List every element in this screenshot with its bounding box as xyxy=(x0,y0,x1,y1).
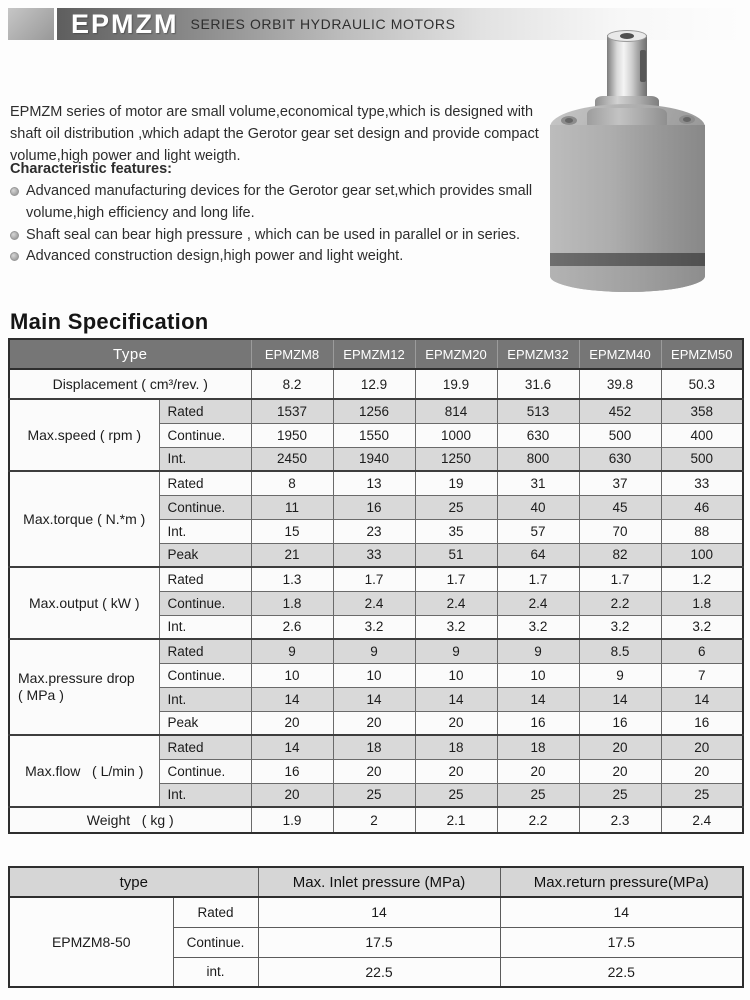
spec-cell: 16 xyxy=(579,711,661,735)
features-heading: Characteristic features: xyxy=(10,161,172,177)
motor-body xyxy=(550,125,705,292)
spec-cell: 20 xyxy=(333,759,415,783)
spec-cell: 19.9 xyxy=(415,369,497,399)
spec-cell: 8 xyxy=(251,471,333,495)
spec-cell: 9 xyxy=(415,639,497,663)
group-label-output: Max.output ( kW ) xyxy=(9,567,159,639)
spec-row xyxy=(9,639,743,663)
bullet-icon xyxy=(10,187,19,196)
spec-cell: 9 xyxy=(251,639,333,663)
spec-cell: 8.2 xyxy=(251,369,333,399)
motor-product-photo xyxy=(545,24,720,296)
spec-cell: 18 xyxy=(415,735,497,759)
spec-cell: 10 xyxy=(415,663,497,687)
pressure-cell: 14 xyxy=(500,897,743,927)
main-specification-heading: Main Specification xyxy=(10,309,209,335)
spec-cell: 39.8 xyxy=(579,369,661,399)
spec-cell: 1.9 xyxy=(251,807,333,833)
spec-cell: 14 xyxy=(333,687,415,711)
sub-label: Rated xyxy=(159,471,251,495)
spec-cell: 400 xyxy=(661,423,743,447)
spec-cell: 7 xyxy=(661,663,743,687)
spec-cell: 1256 xyxy=(333,399,415,423)
spec-cell: 3.2 xyxy=(333,615,415,639)
intro-paragraph: EPMZM series of motor are small volume,economical type,which is designed with shaft oil distribution ,which adapt the Gerotor gear set design and provide compact volume,high power and light weigth. xyxy=(10,103,539,165)
spec-cell: 20 xyxy=(415,711,497,735)
pressure-row xyxy=(9,897,743,927)
spec-cell: 6 xyxy=(661,639,743,663)
spec-cell: 31.6 xyxy=(497,369,579,399)
spec-cell: 16 xyxy=(333,495,415,519)
spec-cell: 46 xyxy=(661,495,743,519)
spec-cell: 20 xyxy=(579,759,661,783)
spec-cell: 25 xyxy=(415,783,497,807)
spec-cell: 1537 xyxy=(251,399,333,423)
spec-cell: 57 xyxy=(497,519,579,543)
pressure-table xyxy=(8,866,744,988)
return-pressure-header: Max.return pressure(MPa) xyxy=(500,867,743,897)
spec-cell: 45 xyxy=(579,495,661,519)
model-header: EPMZM32 xyxy=(497,339,579,369)
spec-cell: 9 xyxy=(497,639,579,663)
spec-cell: 2.4 xyxy=(333,591,415,615)
spec-cell: 630 xyxy=(497,423,579,447)
spec-cell: 1.3 xyxy=(251,567,333,591)
feature-text: Advanced construction design,high power and light weight. xyxy=(26,248,404,265)
spec-cell: 20 xyxy=(251,783,333,807)
sub-label: Rated xyxy=(159,567,251,591)
sub-label: int. xyxy=(173,957,258,987)
spec-cell: 2.1 xyxy=(415,807,497,833)
spec-cell: 1940 xyxy=(333,447,415,471)
spec-cell: 21 xyxy=(251,543,333,567)
spec-cell: 358 xyxy=(661,399,743,423)
pressure-drop-label-line2: ( MPa ) xyxy=(18,687,64,703)
spec-cell: 20 xyxy=(415,759,497,783)
spec-cell: 14 xyxy=(579,687,661,711)
sub-label: Continue. xyxy=(159,663,251,687)
spec-cell: 25 xyxy=(415,495,497,519)
spec-cell: 814 xyxy=(415,399,497,423)
pressure-header-row xyxy=(9,867,743,897)
pressure-cell: 22.5 xyxy=(500,957,743,987)
spec-cell: 19 xyxy=(415,471,497,495)
features-section xyxy=(10,161,580,268)
spec-cell: 2.4 xyxy=(415,591,497,615)
sub-label: Rated xyxy=(159,735,251,759)
spec-cell: 3.2 xyxy=(415,615,497,639)
spec-cell: 1.7 xyxy=(333,567,415,591)
spec-cell: 16 xyxy=(497,711,579,735)
spec-row-displacement xyxy=(9,369,743,399)
spec-cell: 64 xyxy=(497,543,579,567)
sub-label: Continue. xyxy=(173,927,258,957)
spec-cell: 14 xyxy=(661,687,743,711)
model-header: EPMZM8 xyxy=(251,339,333,369)
spec-cell: 40 xyxy=(497,495,579,519)
spec-cell: 10 xyxy=(497,663,579,687)
sub-label: Rated xyxy=(159,639,251,663)
spec-cell: 16 xyxy=(251,759,333,783)
spec-cell: 51 xyxy=(415,543,497,567)
sub-label: Continue. xyxy=(159,495,251,519)
spec-cell: 20 xyxy=(333,711,415,735)
model-header: EPMZM40 xyxy=(579,339,661,369)
spec-row xyxy=(9,399,743,423)
spec-cell: 1.7 xyxy=(415,567,497,591)
spec-cell: 25 xyxy=(661,783,743,807)
group-label-flow: Max.flow ( L/min ) xyxy=(9,735,159,807)
spec-cell: 10 xyxy=(251,663,333,687)
spec-cell: 2.6 xyxy=(251,615,333,639)
spec-cell: 2.2 xyxy=(579,591,661,615)
type-header: type xyxy=(9,867,258,897)
feature-text: Shaft seal can bear high pressure , which can be used in parallel or in series. xyxy=(26,226,521,243)
spec-cell: 2.3 xyxy=(579,807,661,833)
spec-cell: 16 xyxy=(661,711,743,735)
sub-label: Rated xyxy=(173,897,258,927)
spec-cell: 14 xyxy=(251,687,333,711)
spec-cell: 452 xyxy=(579,399,661,423)
spec-cell: 100 xyxy=(661,543,743,567)
bolt-hole xyxy=(679,115,695,124)
motor-shaft-hole xyxy=(620,33,634,39)
sub-label: Int. xyxy=(159,519,251,543)
sub-label: Peak xyxy=(159,543,251,567)
pressure-cell: 17.5 xyxy=(500,927,743,957)
sub-label: Peak xyxy=(159,711,251,735)
spec-cell: 18 xyxy=(333,735,415,759)
pressure-cell: 17.5 xyxy=(258,927,500,957)
spec-cell: 3.2 xyxy=(579,615,661,639)
spec-cell: 1.8 xyxy=(251,591,333,615)
sub-label: Continue. xyxy=(159,591,251,615)
spec-cell: 20 xyxy=(661,735,743,759)
sub-label: Int. xyxy=(159,447,251,471)
spec-cell: 15 xyxy=(251,519,333,543)
spec-cell: 20 xyxy=(497,759,579,783)
model-range-label: EPMZM8-50 xyxy=(9,897,173,987)
spec-cell: 70 xyxy=(579,519,661,543)
sub-label: Rated xyxy=(159,399,251,423)
sub-label: Int. xyxy=(159,687,251,711)
spec-cell: 14 xyxy=(251,735,333,759)
bullet-icon xyxy=(10,231,19,240)
spec-row xyxy=(9,567,743,591)
inlet-pressure-header: Max. Inlet pressure (MPa) xyxy=(258,867,500,897)
spec-cell: 9 xyxy=(579,663,661,687)
spec-cell: 1.2 xyxy=(661,567,743,591)
spec-cell: 1.7 xyxy=(497,567,579,591)
sub-label: Continue. xyxy=(159,759,251,783)
brand-name: EPMZM xyxy=(71,8,179,39)
spec-cell: 20 xyxy=(251,711,333,735)
spec-cell: 630 xyxy=(579,447,661,471)
model-header: EPMZM12 xyxy=(333,339,415,369)
spec-cell: 1.7 xyxy=(579,567,661,591)
main-specification-table xyxy=(8,338,744,834)
pressure-drop-label-line1: Max.pressure drop xyxy=(18,669,135,686)
row-label: Displacement ( cm³/rev. ) xyxy=(9,369,251,399)
sub-label: Continue. xyxy=(159,423,251,447)
spec-cell: 8.5 xyxy=(579,639,661,663)
model-header: EPMZM20 xyxy=(415,339,497,369)
spec-cell: 3.2 xyxy=(661,615,743,639)
pressure-cell: 22.5 xyxy=(258,957,500,987)
group-label-torque: Max.torque ( N.*m ) xyxy=(9,471,159,567)
spec-cell: 1000 xyxy=(415,423,497,447)
logo-box xyxy=(8,8,54,40)
motor-base xyxy=(550,266,705,292)
spec-row xyxy=(9,735,743,759)
spec-cell: 2 xyxy=(333,807,415,833)
spec-cell: 35 xyxy=(415,519,497,543)
spec-cell: 20 xyxy=(661,759,743,783)
bullet-icon xyxy=(10,252,19,261)
type-header: Type xyxy=(9,339,251,369)
motor-dark-band xyxy=(550,253,705,266)
spec-cell: 1.8 xyxy=(661,591,743,615)
spec-cell: 13 xyxy=(333,471,415,495)
spec-cell: 23 xyxy=(333,519,415,543)
spec-cell: 800 xyxy=(497,447,579,471)
bolt-hole xyxy=(561,116,577,125)
spec-cell: 20 xyxy=(579,735,661,759)
spec-cell: 25 xyxy=(333,783,415,807)
series-subtitle: SERIES ORBIT HYDRAULIC MOTORS xyxy=(190,16,456,32)
feature-item xyxy=(10,181,580,225)
spec-cell: 88 xyxy=(661,519,743,543)
spec-header-row xyxy=(9,339,743,369)
spec-cell: 14 xyxy=(415,687,497,711)
spec-row-weight xyxy=(9,807,743,833)
sub-label: Int. xyxy=(159,615,251,639)
spec-cell: 82 xyxy=(579,543,661,567)
spec-cell: 37 xyxy=(579,471,661,495)
spec-cell: 9 xyxy=(333,639,415,663)
spec-cell: 18 xyxy=(497,735,579,759)
feature-item xyxy=(10,246,580,268)
feature-text: Advanced manufacturing devices for the Gerotor gear set,which provides small volume,high efficiency and long life. xyxy=(26,183,533,221)
pressure-cell: 14 xyxy=(258,897,500,927)
spec-cell: 500 xyxy=(661,447,743,471)
spec-cell: 10 xyxy=(333,663,415,687)
spec-cell: 11 xyxy=(251,495,333,519)
spec-cell: 2.4 xyxy=(497,591,579,615)
spec-cell: 25 xyxy=(497,783,579,807)
spec-cell: 25 xyxy=(579,783,661,807)
spec-cell: 50.3 xyxy=(661,369,743,399)
spec-cell: 33 xyxy=(661,471,743,495)
spec-cell: 33 xyxy=(333,543,415,567)
spec-cell: 1550 xyxy=(333,423,415,447)
feature-item xyxy=(10,225,580,247)
spec-cell: 14 xyxy=(497,687,579,711)
spec-cell: 1250 xyxy=(415,447,497,471)
spec-cell: 2.2 xyxy=(497,807,579,833)
group-label-pressure-drop xyxy=(9,639,159,735)
row-label: Weight ( kg ) xyxy=(9,807,251,833)
spec-cell: 500 xyxy=(579,423,661,447)
spec-cell: 2450 xyxy=(251,447,333,471)
sub-label: Int. xyxy=(159,783,251,807)
motor-shaft-keyway xyxy=(640,50,646,82)
spec-cell: 12.9 xyxy=(333,369,415,399)
group-label-speed: Max.speed ( rpm ) xyxy=(9,399,159,471)
spec-row xyxy=(9,471,743,495)
spec-cell: 1950 xyxy=(251,423,333,447)
spec-cell: 2.4 xyxy=(661,807,743,833)
model-header: EPMZM50 xyxy=(661,339,743,369)
spec-cell: 31 xyxy=(497,471,579,495)
spec-cell: 3.2 xyxy=(497,615,579,639)
spec-cell: 513 xyxy=(497,399,579,423)
